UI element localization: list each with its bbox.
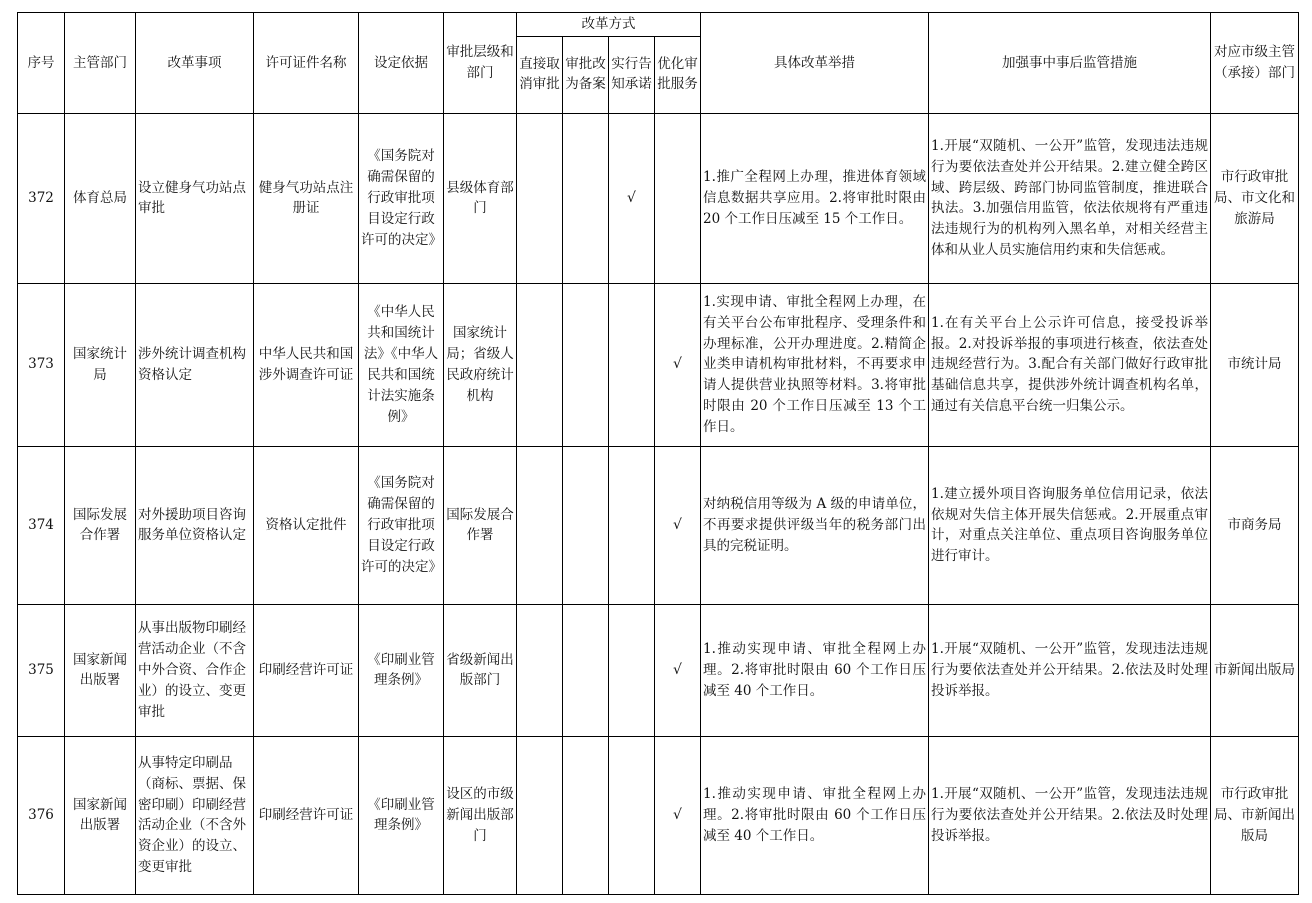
header-seq: 序号 bbox=[18, 13, 65, 114]
cell-basis: 《中华人民共和国统计法》《中华人民共和国统计法实施条例》 bbox=[359, 283, 444, 446]
cell-reform-cancel bbox=[517, 283, 563, 446]
header-dept: 主管部门 bbox=[65, 13, 136, 114]
cell-license: 中华人民共和国涉外调查许可证 bbox=[254, 283, 359, 446]
cell-seq: 376 bbox=[18, 736, 65, 894]
cell-reform-filing bbox=[563, 604, 609, 736]
cell-reform-cancel bbox=[517, 113, 563, 283]
cell-dept: 国际发展合作署 bbox=[65, 446, 136, 604]
header-reform-filing: 审批改为备案 bbox=[563, 36, 609, 113]
header-city-dept: 对应市级主管（承接）部门 bbox=[1211, 13, 1299, 114]
cell-item: 设立健身气功站点审批 bbox=[136, 113, 254, 283]
cell-seq: 375 bbox=[18, 604, 65, 736]
cell-license: 印刷经营许可证 bbox=[254, 736, 359, 894]
cell-item: 对外援助项目咨询服务单位资格认定 bbox=[136, 446, 254, 604]
header-supervision: 加强事中事后监管措施 bbox=[929, 13, 1211, 114]
cell-seq: 374 bbox=[18, 446, 65, 604]
table-header bbox=[18, 13, 1299, 114]
cell-reform-optimize: √ bbox=[655, 736, 701, 894]
cell-dept: 国家新闻出版署 bbox=[65, 604, 136, 736]
cell-measures: 1.推动实现申请、审批全程网上办理。2.将审批时限由 60 个工作日压减至 40 个工作日。 bbox=[701, 604, 929, 736]
cell-reform-optimize bbox=[655, 113, 701, 283]
table-row bbox=[18, 283, 1299, 446]
cell-basis: 《国务院对确需保留的行政审批项目设定行政许可的决定》 bbox=[359, 113, 444, 283]
header-measures: 具体改革举措 bbox=[701, 13, 929, 114]
cell-reform-cancel bbox=[517, 736, 563, 894]
cell-measures: 1.推动实现申请、审批全程网上办理。2.将审批时限由 60 个工作日压减至 40 个工作日。 bbox=[701, 736, 929, 894]
cell-supervision: 1.建立援外项目咨询服务单位信用记录，依法依规对失信主体开展失信惩戒。2.开展重点审计，对重点关注单位、重点项目咨询服务单位进行审计。 bbox=[929, 446, 1211, 604]
header-reform-group: 改革方式 bbox=[517, 13, 701, 37]
cell-measures: 对纳税信用等级为 A 级的申请单位，不再要求提供评级当年的税务部门出具的完税证明。 bbox=[701, 446, 929, 604]
cell-reform-notify bbox=[609, 604, 655, 736]
table-row bbox=[18, 446, 1299, 604]
cell-reform-filing bbox=[563, 113, 609, 283]
header-reform-notify: 实行告知承诺 bbox=[609, 36, 655, 113]
cell-supervision: 1.在有关平台上公示许可信息，接受投诉举报。2.对投诉举报的事项进行核查，依法查处违规经营行为。3.配合有关部门做好行政审批基础信息共享，提供涉外统计调查机构名单，通过有关信息平台统一归集公示。 bbox=[929, 283, 1211, 446]
cell-city-dept: 市统计局 bbox=[1211, 283, 1299, 446]
table-row bbox=[18, 604, 1299, 736]
cell-reform-cancel bbox=[517, 604, 563, 736]
cell-basis: 《印刷业管理条例》 bbox=[359, 604, 444, 736]
cell-level: 国际发展合作署 bbox=[444, 446, 517, 604]
cell-measures: 1.实现申请、审批全程网上办理，在有关平台公布审批程序、受理条件和办理标准，公开办理进度。2.精简企业类申请机构审批材料，不再要求申请人提供营业执照等材料。3.将审批时限由 20 个工作日压减至 13 个工作日。 bbox=[701, 283, 929, 446]
cell-reform-notify bbox=[609, 283, 655, 446]
cell-reform-cancel bbox=[517, 446, 563, 604]
cell-supervision: 1.开展“双随机、一公开”监管，发现违法违规行为要依法查处并公开结果。2.依法及时处理投诉举报。 bbox=[929, 604, 1211, 736]
cell-item: 涉外统计调查机构资格认定 bbox=[136, 283, 254, 446]
cell-seq: 373 bbox=[18, 283, 65, 446]
cell-item: 从事特定印刷品（商标、票据、保密印刷）印刷经营活动企业（不含外资企业）的设立、变更审批 bbox=[136, 736, 254, 894]
cell-basis: 《印刷业管理条例》 bbox=[359, 736, 444, 894]
cell-license: 健身气功站点注册证 bbox=[254, 113, 359, 283]
cell-reform-optimize: √ bbox=[655, 283, 701, 446]
header-item: 改革事项 bbox=[136, 13, 254, 114]
cell-measures: 1.推广全程网上办理，推进体育领域信息数据共享应用。2.将审批时限由 20 个工作日压减至 15 个工作日。 bbox=[701, 113, 929, 283]
cell-item: 从事出版物印刷经营活动企业（不含中外合资、合作企业）的设立、变更审批 bbox=[136, 604, 254, 736]
cell-city-dept: 市新闻出版局 bbox=[1211, 604, 1299, 736]
cell-basis: 《国务院对确需保留的行政审批项目设定行政许可的决定》 bbox=[359, 446, 444, 604]
cell-reform-notify bbox=[609, 736, 655, 894]
cell-city-dept: 市商务局 bbox=[1211, 446, 1299, 604]
cell-reform-notify: √ bbox=[609, 113, 655, 283]
cell-license: 资格认定批件 bbox=[254, 446, 359, 604]
cell-reform-optimize: √ bbox=[655, 604, 701, 736]
header-reform-optimize: 优化审批服务 bbox=[655, 36, 701, 113]
header-basis: 设定依据 bbox=[359, 13, 444, 114]
header-license: 许可证件名称 bbox=[254, 13, 359, 114]
cell-reform-optimize: √ bbox=[655, 446, 701, 604]
cell-level: 设区的市级新闻出版部门 bbox=[444, 736, 517, 894]
cell-supervision: 1.开展“双随机、一公开”监管，发现违法违规行为要依法查处并公开结果。2.建立健全跨区域、跨层级、跨部门协同监管制度，推进联合执法。3.加强信用监管，依法依规将有严重违法违规行为的机构列入黑名单，对相关经营主体和从业人员实施信用约束和失信惩戒。 bbox=[929, 113, 1211, 283]
header-level: 审批层级和部门 bbox=[444, 13, 517, 114]
cell-dept: 国家新闻出版署 bbox=[65, 736, 136, 894]
cell-reform-filing bbox=[563, 446, 609, 604]
reform-items-table bbox=[17, 12, 1299, 895]
table-row bbox=[18, 736, 1299, 894]
cell-reform-notify bbox=[609, 446, 655, 604]
table-row bbox=[18, 113, 1299, 283]
table-body bbox=[18, 113, 1299, 894]
cell-city-dept: 市行政审批局、市新闻出版局 bbox=[1211, 736, 1299, 894]
cell-dept: 国家统计局 bbox=[65, 283, 136, 446]
header-reform-cancel: 直接取消审批 bbox=[517, 36, 563, 113]
cell-level: 省级新闻出版部门 bbox=[444, 604, 517, 736]
cell-level: 县级体育部门 bbox=[444, 113, 517, 283]
cell-license: 印刷经营许可证 bbox=[254, 604, 359, 736]
cell-supervision: 1.开展“双随机、一公开”监管，发现违法违规行为要依法查处并公开结果。2.依法及时处理投诉举报。 bbox=[929, 736, 1211, 894]
cell-reform-filing bbox=[563, 736, 609, 894]
cell-level: 国家统计局；省级人民政府统计机构 bbox=[444, 283, 517, 446]
cell-seq: 372 bbox=[18, 113, 65, 283]
cell-reform-filing bbox=[563, 283, 609, 446]
cell-city-dept: 市行政审批局、市文化和旅游局 bbox=[1211, 113, 1299, 283]
cell-dept: 体育总局 bbox=[65, 113, 136, 283]
